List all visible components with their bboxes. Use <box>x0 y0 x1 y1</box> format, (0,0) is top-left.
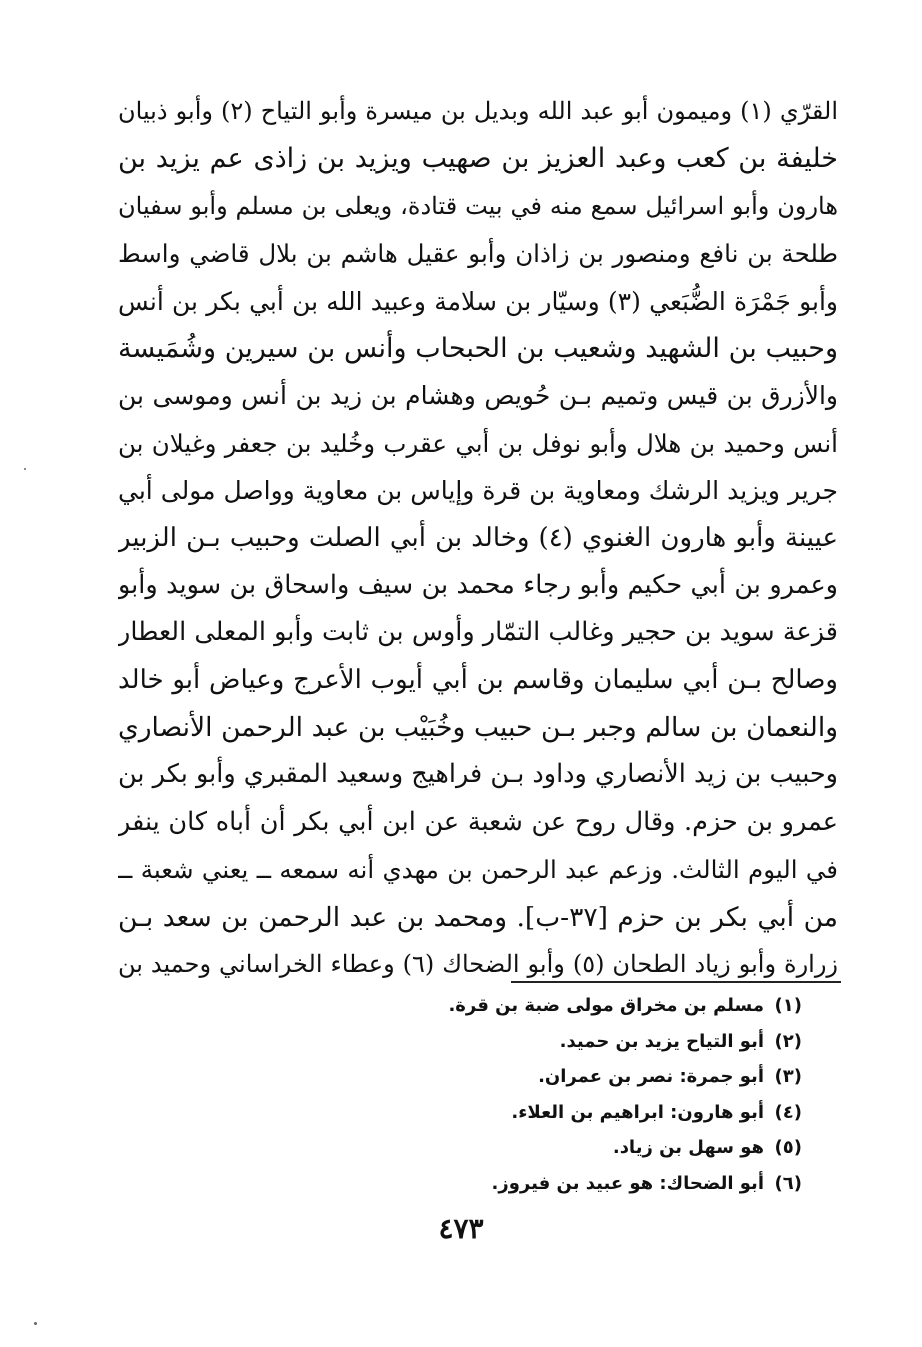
footnote-number: (٣) <box>774 1066 802 1087</box>
footnote-item <box>362 1059 802 1095</box>
footnote-text: هو سهل بن زياد. <box>612 1137 764 1158</box>
footnote-separator <box>511 981 841 983</box>
text-line: وحبيب بن الشهيد وشعيب بن الحبحاب وأنس بن سيرين وشُمَيسة <box>118 332 838 364</box>
footnote-item <box>362 1166 802 1202</box>
footnote-text: أبو الضحاك: هو عبيد بن فيروز. <box>491 1172 764 1194</box>
text-line: من أبي بكر بن حزم [٣٧-ب]. ومحمد بن عبد الرحمن بن سعد بـن <box>118 901 838 933</box>
text-line: خليفة بن كعب وعبد العزيز بن صهيب ويزيد بن زاذى عم يزيد بن <box>118 143 838 175</box>
text-line: وحبيب بن زيد الأنصاري وداود بـن فراهيج وسعيد المقبري وأبو بكر بن <box>118 759 838 790</box>
text-line: وأبو جَمْرَة الضُّبَعي (٣) وسيّار بن سلامة وعبيد الله بن أبي بكر بن أنس <box>118 286 838 316</box>
footnote-item <box>362 988 802 1024</box>
footnotes <box>362 988 802 1201</box>
footnote-text: أبو التياح يزيد بن حميد. <box>559 1030 764 1052</box>
text-line: جرير ويزيد الرشك ومعاوية بن قرة وإياس بن معاوية وواصل مولى أبي <box>118 476 838 506</box>
text-line: هارون وأبو اسرائيل سمع منه في بيت قتادة، ويعلى بن مسلم وأبو سفيان <box>118 191 838 220</box>
main-text-block <box>118 88 838 988</box>
footnote-number: (٥) <box>774 1137 802 1158</box>
footnote-item <box>362 1024 802 1060</box>
text-line: أنس وحميد بن هلال وأبو نوفل بن أبي عقرب وخُليد بن جعفر وغيلان بن <box>118 428 838 458</box>
footnote-item <box>362 1130 802 1166</box>
footnote-number: (١) <box>774 995 802 1016</box>
text-line: والأزرق بن قيس وتميم بـن حُويص وهشام بن زيد بن أنس وموسى بن <box>118 381 838 411</box>
text-line: قزعة سويد بن حجير وغالب التمّار وأوس بن ثابت وأبو المعلى العطار <box>118 617 838 648</box>
footnote-text: مسلم بن مخراق مولى ضبة بن قرة. <box>448 995 764 1016</box>
text-line: زرارة وأبو زياد الطحان (٥) وأبو الضحاك (٦) وعطاء الخراساني وحميد بن <box>118 950 838 979</box>
footnote-text: أبو جمرة: نصر بن عمران. <box>538 1066 764 1087</box>
footnote-item <box>362 1095 802 1131</box>
scan-speck <box>34 1322 37 1325</box>
scan-speck <box>24 468 26 470</box>
footnote-text: أبو هارون: ابراهيم بن العلاء. <box>511 1101 764 1123</box>
footnote-number: (٤) <box>774 1101 802 1123</box>
footnote-number: (٢) <box>774 1030 802 1052</box>
text-line: عيينة وأبو هارون الغنوي (٤) وخالد بن أبي الصلت وحبيب بـن الزبير <box>118 522 838 553</box>
page-number: ٤٧٣ <box>438 1212 484 1245</box>
text-line: وعمرو بن أبي حكيم وأبو رجاء محمد بن سيف واسحاق بن سويد وأبو <box>118 569 838 600</box>
text-line: والنعمان بن سالم وجبر بـن حبيب وخُبَيْب بن عبد الرحمن الأنصاري <box>118 712 838 744</box>
text-line: وصالح بـن أبي سليمان وقاسم بن أبي أيوب الأعرج وعياض أبو خالد <box>118 664 838 695</box>
text-line: طلحة بن نافع ومنصور بن زاذان وأبو عقيل هاشم بن بلال قاضي واسط <box>118 239 838 269</box>
text-line: في اليوم الثالث. وزعم عبد الرحمن بن مهدي أنه سمعه ــ يعني شعبة ــ <box>118 855 838 885</box>
footnote-number: (٦) <box>774 1172 802 1194</box>
text-line: عمرو بن حزم. وقال روح عن شعبة عن ابن أبي بكر أن أباه كان ينفر <box>118 806 838 837</box>
text-line: القرّي (١) وميمون أبو عبد الله وبديل بن ميسرة وأبو التياح (٢) وأبو ذبيان <box>118 97 838 125</box>
